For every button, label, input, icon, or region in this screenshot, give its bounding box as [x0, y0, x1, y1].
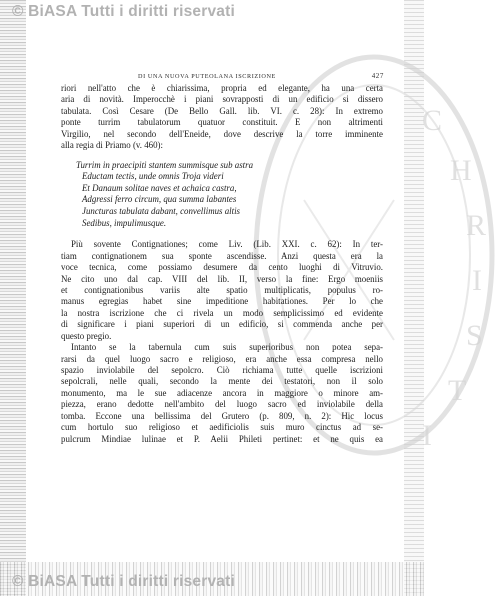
- text-line: Più sovente Contignationes; come Liv. (Lib. XXI. c. 62): In ter-: [71, 239, 383, 250]
- paragraph-2: [61, 239, 383, 342]
- page-number: 427: [371, 72, 384, 80]
- text-line: et contignationibus variis alte spatio multiplicatis, populus ro-: [61, 284, 383, 295]
- text-line: monumento, ma le sue adiacenze ancora in maggiore o minore am-: [61, 387, 383, 398]
- text-line: ponte turrim tabulatorum quatuor constituit. E non altrimenti: [61, 117, 383, 128]
- verse-line: Turrim in praecipiti stantem summisque sub astra: [76, 159, 254, 170]
- watermark-bottom: © BiASA Tutti i diritti riservati: [12, 573, 235, 590]
- text-line: tiam contignationem sua sponte ascendisse. Anzi questa era la: [61, 250, 383, 261]
- text-line: riori nell'atto che è chiarissima, propria ed elegante, ha una certa: [61, 83, 383, 93]
- text-line: Ne cito uno dal cap. VIII del lib. II, verso la fine: Ergo moeniis: [61, 273, 383, 284]
- verse-line: Eductam tectis, unde omnis Troja videri: [82, 171, 224, 182]
- svg-text:C: C: [422, 104, 443, 137]
- verse-line: Sedibus, impulimusque.: [82, 217, 167, 228]
- paragraph-3: [61, 342, 383, 445]
- svg-text:I: I: [422, 419, 432, 452]
- text-line: Intanto se la tabernula cum suis superioribus non potea sepa-: [71, 342, 383, 353]
- text-line: manus egregias habet sine impeditione habitationes. Per lo che: [61, 296, 383, 307]
- svg-text:T: T: [448, 374, 467, 407]
- svg-text:R: R: [466, 209, 487, 242]
- text-line: aria di novità. Imperocchè i piani sovrapposti di un edificio si dissero: [61, 94, 383, 105]
- text-line: piezza, erano dedotte nell'ambito del luogo sacro ed inviolabile della: [61, 399, 383, 410]
- text-line: sepolcrali, nelle quali, secondo la mente dei testatori, non il solo: [61, 376, 383, 387]
- text-line: questo pregio.: [61, 330, 112, 341]
- verse-line: Adgressi ferro circum, qua summa labantes: [82, 194, 237, 205]
- svg-text:I: I: [472, 264, 482, 297]
- svg-text:H: H: [450, 154, 472, 187]
- body-text: [61, 83, 383, 445]
- watermark-top: © BiASA Tutti i diritti riservati: [12, 3, 235, 20]
- text-line: tomba. Eccone una bellissima del Grutero (p. 809, n. 2): Hic locus: [61, 410, 383, 421]
- text-line: Virgilio, nel secondo dell'Eneide, dove descrive la torre imminente: [61, 128, 383, 139]
- text-line: cum hortulo suo religioso et aedificiolis suis muro cinctus ad se-: [61, 422, 383, 433]
- verse-quotation: [61, 160, 383, 230]
- verse-line: Et Danaum solitae naves et achaica castra,: [82, 182, 237, 193]
- text-line: rarsi da quel luogo sacro e religioso, era anche essa compresa nello: [61, 353, 383, 364]
- text-line: spazio inviolabile del sepolcro. Ciò richiama tutte quelle iscrizioni: [61, 365, 383, 375]
- running-title: DI UNA NUOVA PUTEOLANA ISCRIZIONE: [138, 73, 276, 80]
- paragraph-1: [61, 83, 383, 152]
- text-line: di significare i piani superiori di un edificio, si commenda anche per: [61, 319, 383, 330]
- text-line: pulcrum Mindiae lulinae et P. Aelii Phileti pertinet: et ne quis ea: [61, 433, 383, 444]
- verse-line: Juncturas tabulata dabant, convellimus altis: [82, 206, 241, 216]
- text-line: voce tecnica, come possiamo desumere da cento luoghi di Vitruvio.: [61, 262, 383, 273]
- scan-edge-right: [404, 0, 424, 596]
- text-line: la nostra iscrizione che ci rivela un modo semplicissimo ed evidente: [61, 307, 383, 318]
- svg-text:S: S: [466, 319, 483, 352]
- scan-edge-left: [0, 0, 26, 596]
- text-line: tabulata. Così Cesare (De Bello Gall. lib. VI. c. 28): In extremo: [61, 105, 383, 116]
- page-header: [60, 70, 390, 82]
- text-line: alla regia di Priamo (v. 460):: [61, 140, 163, 151]
